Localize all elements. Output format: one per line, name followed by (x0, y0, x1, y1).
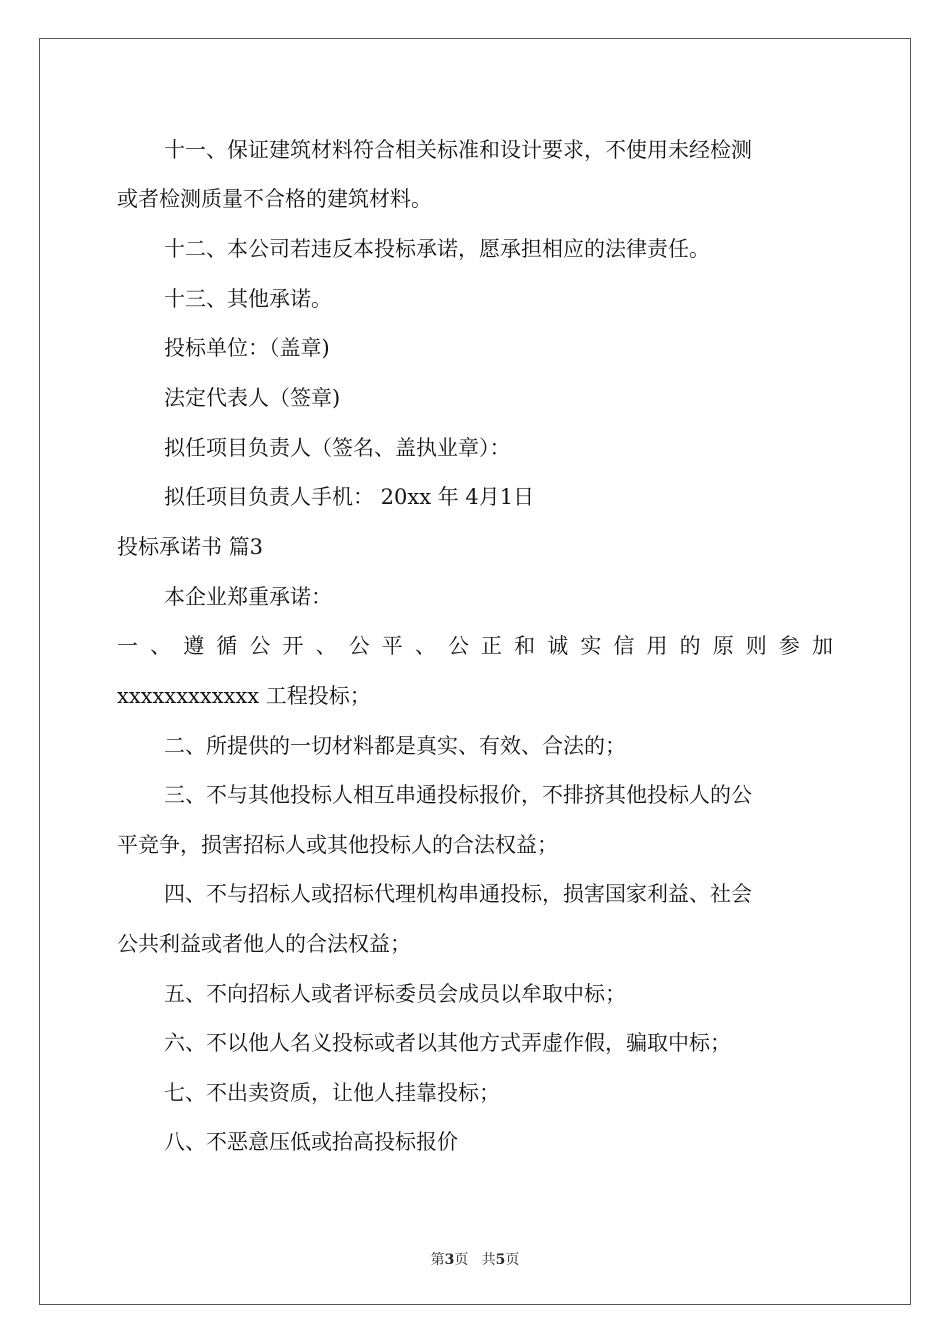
paragraph-line: 拟任项目负责人手机： 20xx 年 4月1日 (164, 485, 535, 509)
paragraph-line: 五、不向招标人或者评标委员会成员以牟取中标； (164, 982, 626, 1006)
paragraph-line: 三、不与其他投标人相互串通投标报价，不排挤其他投标人的公 (164, 783, 752, 807)
page-suffix: 页 (454, 1252, 469, 1268)
total-prefix: 共 (481, 1252, 496, 1268)
page-number: 3 (444, 1252, 455, 1268)
paragraph-line: 或者检测质量不合格的建筑材料。 (117, 187, 432, 211)
paragraph-line: 投标单位：（盖章) (164, 336, 330, 360)
page-footer (0, 1249, 950, 1269)
total-pages: 5 (495, 1252, 506, 1268)
paragraph-line: 本企业郑重承诺： (164, 585, 332, 609)
paragraph-line: xxxxxxxxxxxx 工程投标； (117, 684, 371, 708)
paragraph-line: 公共利益或者他人的合法权益； (117, 932, 411, 956)
paragraph-line: 十二、本公司若违反本投标承诺，愿承担相应的法律责任。 (164, 237, 710, 261)
paragraph-line: 十三、其他承诺。 (164, 287, 332, 311)
paragraph-line: 二、所提供的一切材料都是真实、有效、合法的； (164, 734, 626, 758)
paragraph-line: 六、不以他人名义投标或者以其他方式弄虚作假，骗取中标； (164, 1031, 731, 1055)
page-prefix: 第 (430, 1252, 445, 1268)
paragraph-line: 一、遵循公开、公平、公正和诚实信用的原则参加 (117, 634, 833, 658)
paragraph-line: 平竞争，损害招标人或其他投标人的合法权益； (117, 833, 558, 857)
page-border (39, 38, 911, 1305)
section-heading: 投标承诺书 篇3 (117, 535, 264, 559)
total-suffix: 页 (505, 1252, 520, 1268)
paragraph-line: 拟任项目负责人（签名、盖执业章）： (164, 436, 511, 460)
paragraph-line: 八、不恶意压低或抬高投标报价 (164, 1130, 458, 1154)
paragraph-line: 四、不与招标人或招标代理机构串通投标，损害国家利益、社会 (164, 882, 752, 906)
paragraph-line: 七、不出卖资质，让他人挂靠投标； (164, 1081, 500, 1105)
paragraph-line: 十一、保证建筑材料符合相关标准和设计要求，不使用未经检测 (164, 138, 752, 162)
paragraph-line: 法定代表人（签章) (164, 386, 341, 410)
